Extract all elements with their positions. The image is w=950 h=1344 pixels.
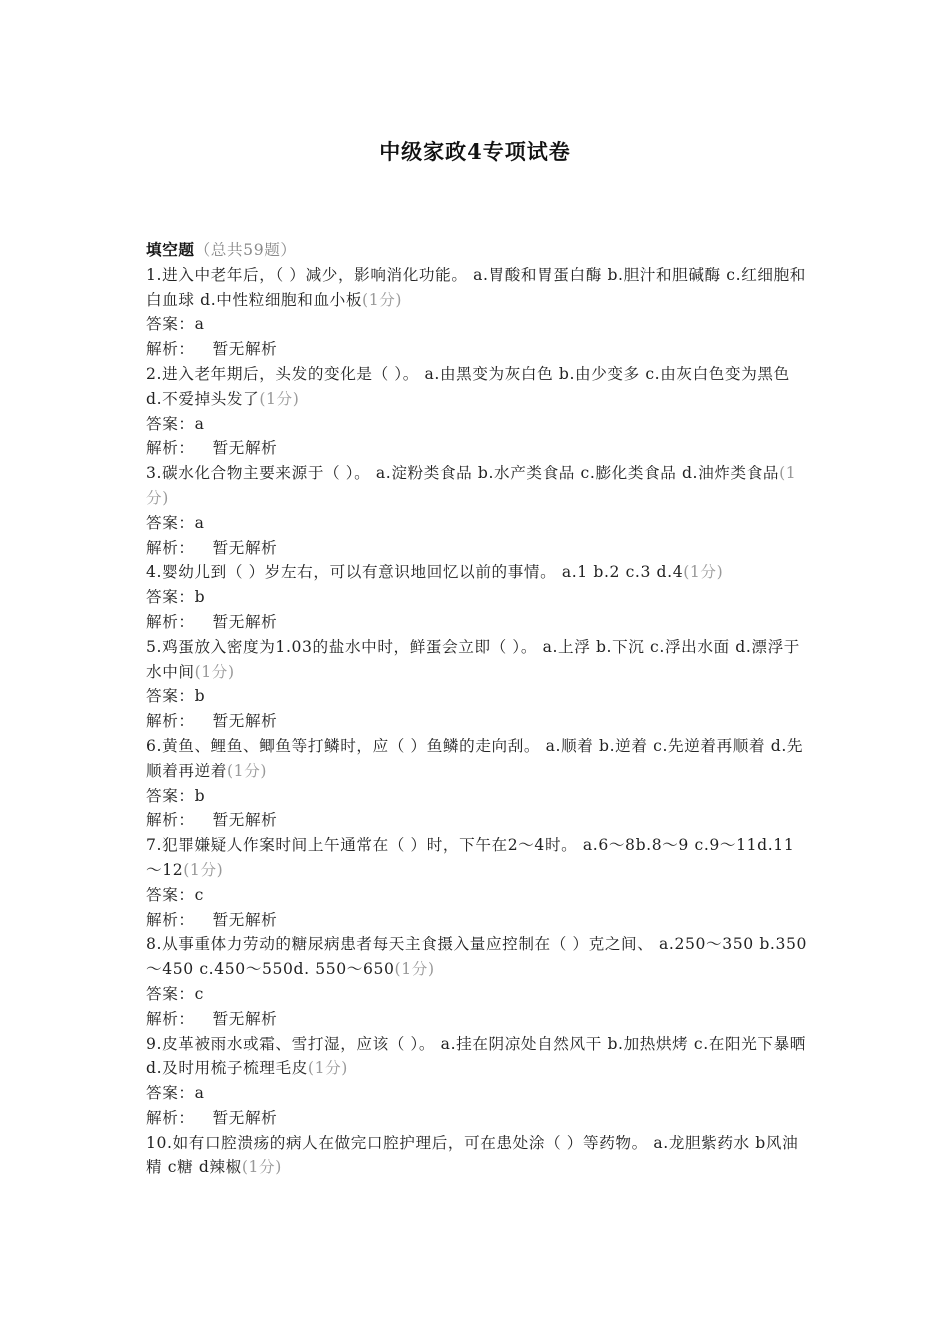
answer-line xyxy=(146,1081,810,1106)
answer-label: 答案： xyxy=(146,687,195,706)
answer-line xyxy=(146,511,810,536)
answer-line xyxy=(146,883,810,908)
section-heading xyxy=(146,238,810,263)
question-9 xyxy=(146,1032,810,1082)
question-text: 7.犯罪嫌疑人作案时间上午通常在（ ）时，下午在2～4时。 a.6～8b.8～9 c.9～11d.11～12 xyxy=(146,836,795,879)
question-score: (1分) xyxy=(226,761,268,780)
answer-label: 答案： xyxy=(146,786,195,805)
section-count: （总共59题） xyxy=(194,241,297,259)
analysis-value: 暂无解析 xyxy=(212,910,278,929)
answer-line xyxy=(146,412,810,437)
question-text: 9.皮革被雨水或霜、雪打湿，应该（ ）。 a.挂在阴凉处自然风干 b.加热烘烤 c.在阳光下暴晒 d.及时用梳子梳理毛皮 xyxy=(146,1034,806,1078)
analysis-label: 解析： xyxy=(146,712,195,731)
answer-label: 答案： xyxy=(146,315,195,334)
answer-label: 答案： xyxy=(146,414,195,433)
analysis-value: 暂无解析 xyxy=(212,712,278,731)
question-text: 5.鸡蛋放入密度为1.03的盐水中时，鲜蛋会立即（ ）。 a.上浮 b.下沉 c.浮出水面 d.漂浮于水中间 xyxy=(146,637,801,681)
question-score: (1分) xyxy=(394,960,435,979)
analysis-line xyxy=(146,436,810,461)
analysis-line xyxy=(146,536,810,561)
question-list xyxy=(146,238,810,1180)
analysis-label: 解析： xyxy=(146,1009,195,1028)
question-3 xyxy=(146,461,810,511)
analysis-line xyxy=(146,709,810,734)
answer-value: c xyxy=(194,885,204,904)
question-7 xyxy=(146,833,810,883)
answer-value: b xyxy=(194,588,206,607)
question-text: 4.婴幼儿到（ ）岁左右，可以有意识地回忆以前的事情。 a.1 b.2 c.3 d.4 xyxy=(146,563,684,582)
answer-line xyxy=(146,585,810,610)
question-score: (1分) xyxy=(183,860,224,879)
question-text: 2.进入老年期后，头发的变化是（ ）。 a.由黑变为灰白色 b.由少变多 c.由灰白色变为黑色 d.不爱掉头发了 xyxy=(146,364,790,408)
answer-label: 答案： xyxy=(146,984,195,1003)
question-score: (1分) xyxy=(307,1059,348,1078)
answer-line xyxy=(146,312,810,337)
answer-value: a xyxy=(194,513,205,532)
analysis-line xyxy=(146,1106,810,1131)
question-5 xyxy=(146,635,810,685)
question-6 xyxy=(146,734,810,784)
answer-label: 答案： xyxy=(146,588,195,607)
answer-label: 答案： xyxy=(146,1084,195,1103)
analysis-value: 暂无解析 xyxy=(212,538,278,557)
answer-value: c xyxy=(194,984,204,1003)
analysis-label: 解析： xyxy=(146,340,195,359)
question-text: 1.进入中老年后，（ ）减少，影响消化功能。 a.胃酸和胃蛋白酶 b.胆汁和胆碱酶 c.红细胞和白血球 d.中性粒细胞和血小板 xyxy=(146,265,806,309)
question-2 xyxy=(146,362,810,412)
answer-value: b xyxy=(194,687,206,706)
analysis-value: 暂无解析 xyxy=(212,1108,278,1127)
answer-line xyxy=(146,784,810,809)
question-text: 10.如有口腔溃疡的病人在做完口腔护理后，可在患处涂（ ）等药物。 a.龙胆紫药水 b风油精 c糖 d辣椒 xyxy=(146,1133,799,1177)
answer-label: 答案： xyxy=(146,513,195,532)
question-text: 6.黄鱼、鲤鱼、鲫鱼等打鳞时，应（ ）鱼鳞的走向刮。 a.顺着 b.逆着 c.先逆着再顺着 d.先顺着再逆着 xyxy=(146,736,804,780)
answer-line xyxy=(146,982,810,1007)
analysis-label: 解析： xyxy=(146,439,195,458)
answer-value: a xyxy=(194,315,205,334)
answer-line xyxy=(146,684,810,709)
question-text: 3.碳水化合物主要来源于（ ）。 a.淀粉类食品 b.水产类食品 c.膨化类食品 d.油炸类食品 xyxy=(146,464,780,483)
analysis-value: 暂无解析 xyxy=(212,612,278,631)
answer-value: a xyxy=(194,414,205,433)
question-score: (1分) xyxy=(146,464,797,507)
page-title: 中级家政4专项试卷 xyxy=(379,139,571,164)
question-score: (1分) xyxy=(259,389,300,408)
analysis-value: 暂无解析 xyxy=(212,439,278,458)
question-10 xyxy=(146,1131,810,1181)
question-score: (1分) xyxy=(194,662,235,681)
question-score: (1分) xyxy=(362,290,403,309)
analysis-label: 解析： xyxy=(146,910,195,929)
analysis-line xyxy=(146,908,810,933)
answer-value: b xyxy=(194,786,206,805)
analysis-label: 解析： xyxy=(146,811,195,830)
question-score: (1分) xyxy=(683,563,724,582)
answer-value: a xyxy=(194,1084,205,1103)
analysis-value: 暂无解析 xyxy=(212,340,278,359)
answer-label: 答案： xyxy=(146,885,195,904)
analysis-label: 解析： xyxy=(146,538,195,557)
question-text: 8.从事重体力劳动的糖尿病患者每天主食摄入量应控制在（ ）克之间、 a.250～350 b.350～450 c.450～550d. 550～650 xyxy=(146,935,808,979)
analysis-line xyxy=(146,1007,810,1032)
analysis-line xyxy=(146,808,810,833)
question-4 xyxy=(146,560,810,585)
analysis-value: 暂无解析 xyxy=(212,811,278,830)
analysis-label: 解析： xyxy=(146,1108,195,1127)
analysis-value: 暂无解析 xyxy=(212,1009,278,1028)
section-name: 填空题 xyxy=(146,240,195,259)
analysis-line xyxy=(146,610,810,635)
question-score: (1分) xyxy=(241,1158,282,1177)
analysis-line xyxy=(146,337,810,362)
question-1 xyxy=(146,263,810,313)
analysis-label: 解析： xyxy=(146,612,195,631)
question-8 xyxy=(146,932,810,982)
